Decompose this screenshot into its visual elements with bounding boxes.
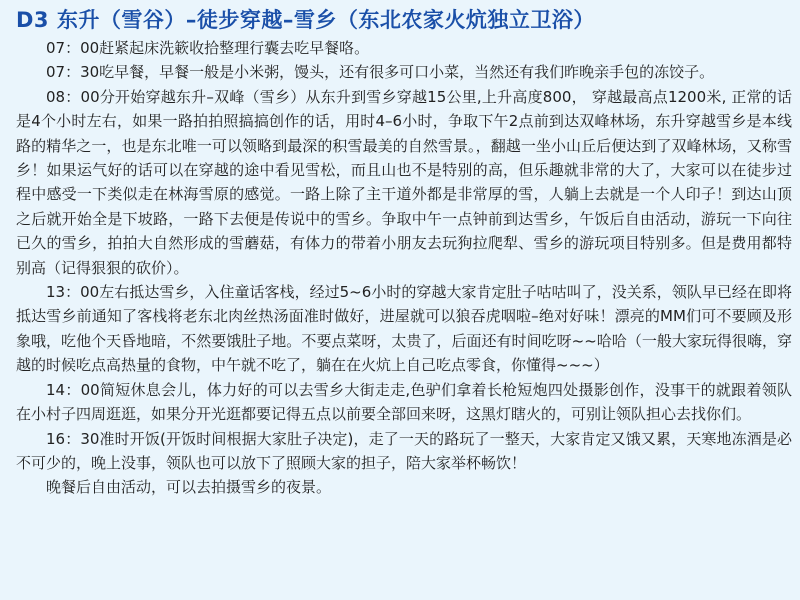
paragraph-0700: 07：00赶紧起床洗簌收拾整理行囊去吃早餐咯。 — [46, 39, 370, 57]
paragraph-0800: 08：00分开始穿越东升–双峰（雪乡）从东升到雪乡穿越15公里,上升高度800， 穿越最高点1200米, 正常的话是4个小时左右，如果一路拍拍照搞搞创作的话，用时4–6小时，争取下午2点前到达双峰林场，东升穿越雪乡是本线路的精华之一，也是东北唯一可以领略到最深的积雪最美的自然雪景。，翻越一坐小山丘后便达到了双峰林场，又称雪乡！如果运气好的话可以在穿越的途中看见雪松，而且山也不是特别的高，但乐趣就非常的大了，大家可以在徒步过程中感受一下类似走在林海雪原的感觉。一路上除了主干道外都是非常厚的雪，人躺上去就是一个人印子！到达山顶之后就开始全是下坡路，一路下去便是传说中的雪乡。争取中午一点钟前到达雪乡，午饭后自由活动，游玩一下向往已久的雪乡，拍拍大自然形成的雪蘑菇，有体力的带着小朋友去玩狗拉爬犁、雪乡的游玩项目特别多。但是费用都特别高（记得狠狠的砍价）。 — [16, 87, 792, 277]
paragraph-1300: 13：00左右抵达雪乡，入住童话客栈，经过5~6小时的穿越大家肯定肚子咕咕叫了，没关系，领队早已经在即将抵达雪乡前通知了客栈将老东北肉丝热汤面准时做好，进屋就可以狼吞虎咽啦–绝对好味！漂亮的MM们可不要顾及形象哦，吃他个天昏地暗，不然要饿肚子地。不要点菜呀，太贵了，后面还有时间吃呀~~哈哈（一般大家玩得很嗨，穿越的时候吃点高热量的食物，中午就不吃了，躺在在火炕上自己吃点零食，你懂得~~~） — [16, 283, 792, 375]
paragraph-evening: 晚餐后自由活动，可以去拍摄雪乡的夜景。 — [46, 478, 332, 497]
paragraph-1630: 16：30准时开饭(开饭时间根据大家肚子决定)，走了一天的路玩了一整天，大家肯定又饿又累，天寒地冻酒是必不可少的，晚上没事，领队也可以放下了照顾大家的担子，陪大家举杯畅饮！ — [16, 429, 792, 472]
day-title: D3 东升（雪谷）–徒步穿越–雪乡（东北农家火炕独立卫浴） — [16, 8, 595, 32]
paragraph-1400: 14：00简短休息会儿，体力好的可以去雪乡大街走走,色驴们拿着长枪短炮四处摄影创作，没事干的就跟着领队在小村子四周逛逛，如果分开光逛都要记得五点以前要全部回来呀，这黑灯瞎火的，可别让领队担心去找你们。 — [16, 380, 792, 424]
paragraph-0730: 07：30吃早餐，早餐一般是小米粥，馒头，还有很多可口小菜，当然还有我们昨晚亲手包的冻饺子。 — [46, 63, 715, 82]
